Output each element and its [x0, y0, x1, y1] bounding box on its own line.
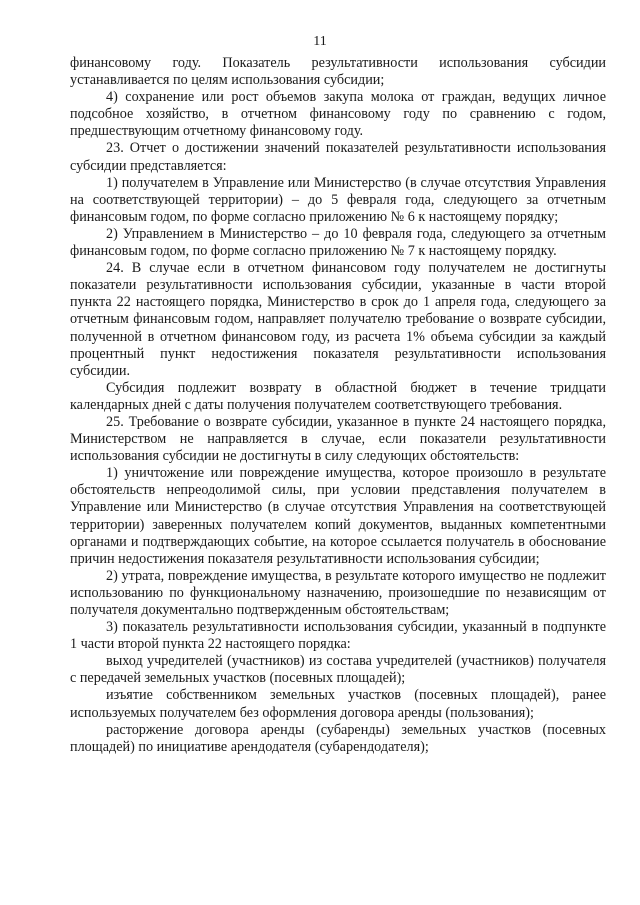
paragraph-25-case-seizure: изъятие собственником земельных участков (посевных площадей), ранее используемых получателем без оформления договора аренды (пользования); [70, 687, 606, 721]
paragraph-section-24: 24. В случае если в отчетном финансовом году получателем не достигнуты показатели результативности использования субсидии, указанные в части второй пункта 22 настоящего порядка, Министерство в срок до 1 апреля года, следующего за отчетным финансовым годом, направляет получателю требование о возврате субсидии, полученной в отчетном финансовом году, из расчета 1% объема субсидии за каждый процентный пункт недостижения показателя результативности использования субсидии. [70, 260, 606, 379]
paragraph-25-case-termination: расторжение договора аренды (субаренды) земельных участков (посевных площадей) по инициативе арендодателя (субарендодателя); [70, 721, 606, 755]
paragraph-23-item-2: 2) Управлением в Министерство – до 10 февраля года, следующего за отчетным финансовым годом, по форме согласно приложению № 7 к настоящему порядку. [70, 225, 606, 260]
paragraph-section-25: 25. Требование о возврате субсидии, указанное в пункте 24 настоящего порядка, Министерством не направляется в случае, если показатели результативности использования субсидии не достигнуты в силу следующих обстоятельств: [70, 413, 606, 465]
paragraph-25-item-1: 1) уничтожение или повреждение имущества, которое произошло в результате обстоятельств непреодолимой силы, при условии представления получателем в Управление или Министерство (в случае отсутствия Управления на соответствующей территории) заверенных получателем копий документов, выданных компетентными органами и подтверждающих событие, на которое ссылается получатель в обоснование причин недостижения показателя результативности использования субсидии; [70, 465, 606, 567]
paragraph-23-item-1: 1) получателем в Управление или Министерство (в случае отсутствия Управления на соответствующей территории) – до 5 февраля года, следующего за отчетным финансовым годом, по форме согласно приложению № 6 к настоящему порядку; [70, 174, 606, 225]
paragraph-section-23: 23. Отчет о достижении значений показателей результативности использования субсидии представляется: [70, 140, 606, 174]
paragraph-25-case-withdrawal: выход учредителей (участников) из состава учредителей (участников) получателя с передачей земельных участков (посевных площадей); [70, 653, 606, 687]
paragraph-24-refund: Субсидия подлежит возврату в областной бюджет в течение тридцати календарных дней с даты получения получателем соответствующего требования. [70, 379, 606, 413]
paragraph-item-4: 4) сохранение или рост объемов закупа молока от граждан, ведущих личное подсобное хозяйство, в отчетном финансовому году по сравнению с годом, предшествующим отчетному финансовому году. [70, 89, 606, 140]
paragraph-continuation: финансовому году. Показатель результативности использования субсидии устанавливается по целям использования субсидии; [70, 55, 606, 89]
paragraph-25-item-3: 3) показатель результативности использования субсидии, указанный в подпункте 1 части второй пункта 22 настоящего порядка: [70, 619, 606, 653]
page-number: 11 [313, 34, 327, 49]
document-body [70, 55, 606, 756]
paragraph-25-item-2: 2) утрата, повреждение имущества, в результате которого имущество не подлежит использованию по функциональному назначению, произошедшие по независящим от получателя документально подтвержденным обстоятельствам; [70, 567, 606, 618]
